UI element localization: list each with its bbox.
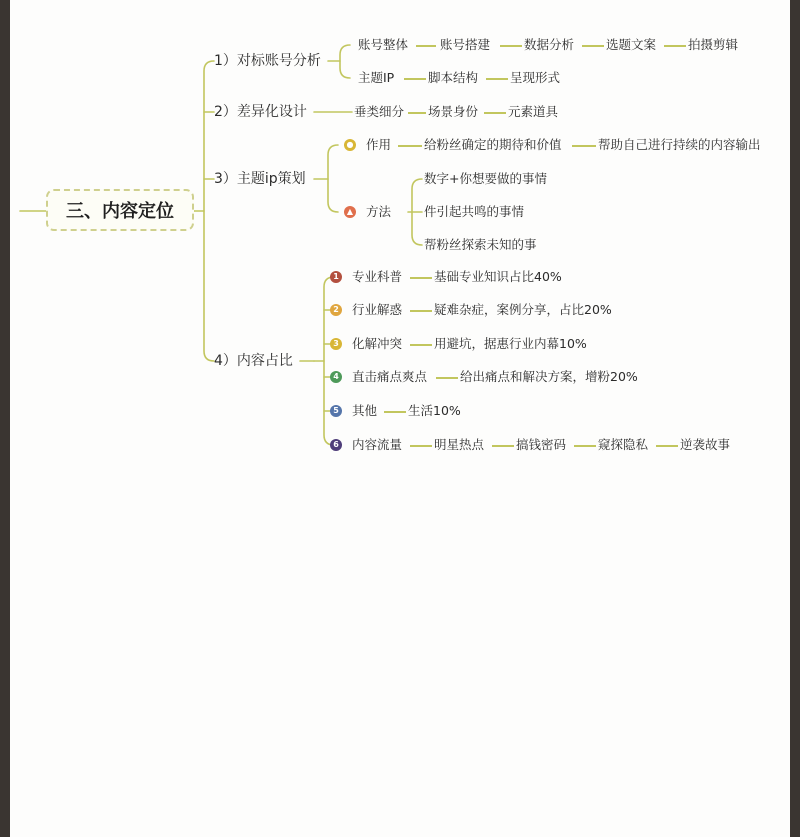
b1-row1-item-4: 选题文案 (606, 37, 657, 52)
number-2-icon: 2 (330, 304, 342, 316)
b4-item-6-chain-4: 逆袭故事 (680, 437, 731, 452)
b3-role-connector (572, 145, 596, 147)
b4-item-1-label: 专业科普 (352, 269, 403, 284)
b1-row2-item-3: 呈现形式 (510, 70, 561, 85)
b4-item-6-label: 内容流量 (352, 437, 403, 452)
b2-connector (408, 112, 426, 114)
b3-role-item-2: 帮助自己进行持续的内容输出 (598, 137, 761, 152)
b2-item-2: 场景身份 (428, 104, 479, 119)
b4-item-6-connector (492, 445, 514, 447)
b3-role-connector (398, 145, 422, 147)
number-1-icon: 1 (330, 271, 342, 283)
b4-item-4-label: 直击痛点爽点 (352, 369, 428, 384)
b4-item-2-detail: 疑难杂症，案例分享，占比20% (434, 302, 612, 317)
b1-row1-item-1: 账号整体 (358, 37, 409, 52)
b1-row1-connector (582, 45, 604, 47)
b4-item-4-connector (436, 377, 458, 379)
b3-method-label: 方法 (366, 204, 392, 219)
b2-connector (484, 112, 506, 114)
b3-method-item-3: 帮粉丝探索未知的事 (424, 237, 537, 252)
b1-row2-connector (404, 78, 426, 80)
number-3-icon: 3 (330, 338, 342, 350)
b1-row1-item-2: 账号搭建 (440, 37, 491, 52)
number-5-icon: 5 (330, 405, 342, 417)
branch-3-label: 3）主题ip策划 (214, 171, 306, 187)
number-6-icon: 6 (330, 439, 342, 451)
b4-item-3-detail: 用避坑，据惠行业内幕10% (434, 336, 587, 351)
b2-item-3: 元素道具 (508, 104, 559, 119)
b4-item-6-connector (656, 445, 678, 447)
b1-row1-connector (416, 45, 436, 47)
b1-row1-connector (500, 45, 522, 47)
b4-item-6-chain-1: 明星热点 (434, 437, 485, 452)
b4-item-1-detail: 基础专业知识占比40% (434, 269, 562, 284)
b3-method-item-2: 件引起共鸣的事情 (424, 204, 525, 219)
b3-role-item-1: 给粉丝确定的期待和价值 (424, 137, 562, 152)
b1-row1-item-3: 数据分析 (524, 37, 575, 52)
root-node: 三、内容定位 (46, 189, 194, 231)
mind-map-canvas (10, 0, 790, 837)
b4-item-6-chain-3: 窥探隐私 (598, 437, 649, 452)
b1-row2-item-2: 脚本结构 (428, 70, 479, 85)
b4-item-2-label: 行业解惑 (352, 302, 403, 317)
b1-row2-connector (486, 78, 508, 80)
b4-item-3-label: 化解冲突 (352, 336, 403, 351)
b4-item-3-connector (410, 344, 432, 346)
branch-4-label: 4）内容占比 (214, 353, 293, 369)
b1-row2-item-1: 主题IP (358, 70, 395, 85)
b1-row1-connector (664, 45, 686, 47)
branch-2-label: 2）差异化设计 (214, 104, 307, 120)
branch-1-label: 1）对标账号分析 (214, 53, 321, 69)
b1-row1-item-5: 拍摄剪辑 (688, 37, 739, 52)
b4-item-6-connector (574, 445, 596, 447)
b4-item-6-connector (410, 445, 432, 447)
b4-item-4-detail: 给出痛点和解决方案，增粉20% (460, 369, 638, 384)
b3-role-label: 作用 (366, 137, 392, 152)
thumbs-up-icon: ▲ (344, 206, 356, 218)
number-4-icon: 4 (330, 371, 342, 383)
b2-item-1: 垂类细分 (354, 104, 405, 119)
b4-item-5-label: 其他 (352, 403, 378, 418)
b3-method-item-1: 数字+你想要做的事情 (424, 171, 547, 186)
connector-lines (10, 0, 790, 837)
b4-item-1-connector (410, 277, 432, 279)
lightbulb-icon: ● (344, 139, 356, 151)
b4-item-6-chain-2: 搞钱密码 (516, 437, 567, 452)
b4-item-5-connector (384, 411, 406, 413)
b4-item-5-detail: 生活10% (408, 403, 461, 418)
b4-item-2-connector (410, 310, 432, 312)
